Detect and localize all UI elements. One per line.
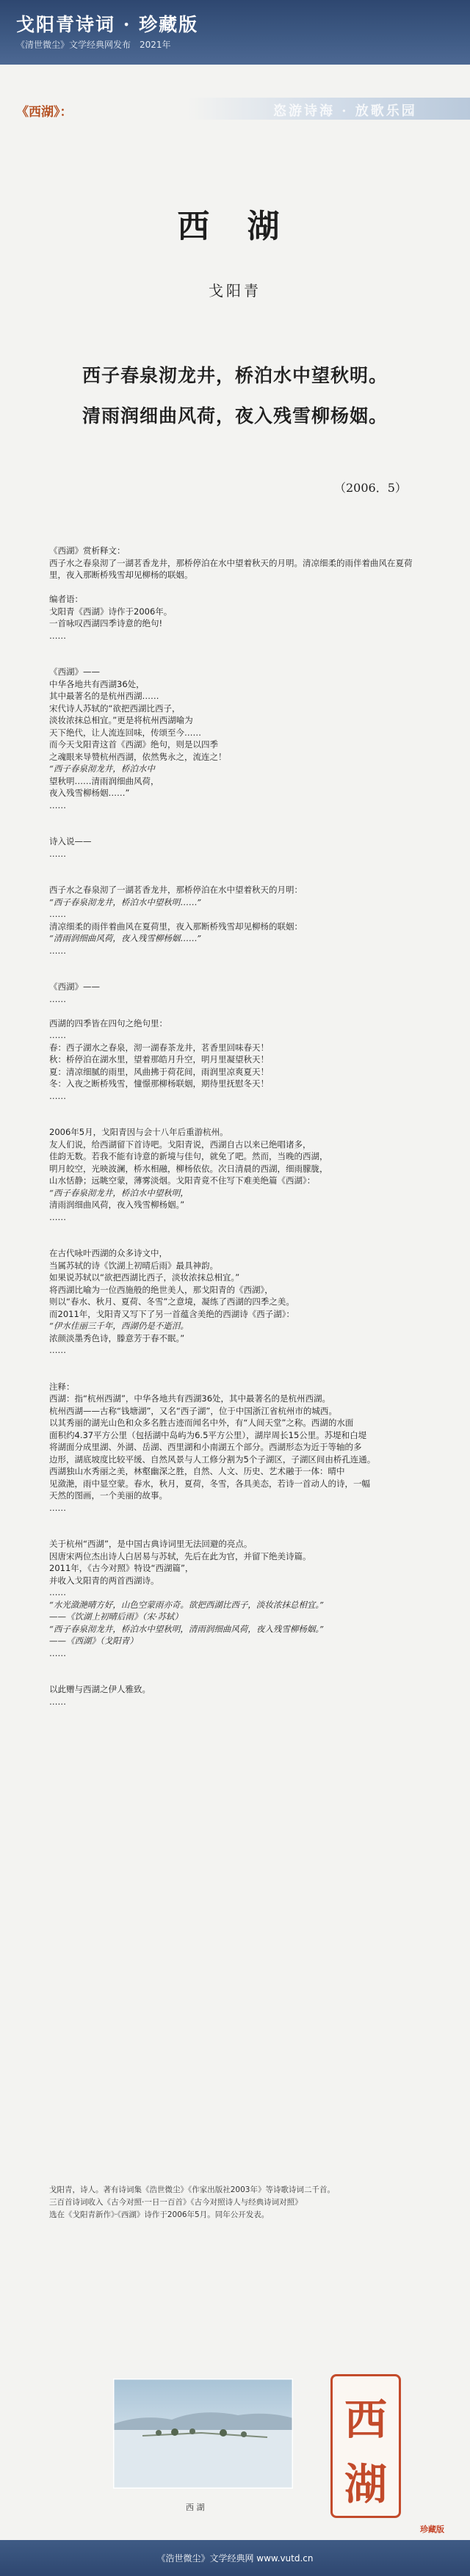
poem-date: （2006．5） <box>334 481 407 495</box>
commentary-paragraph <box>49 1236 416 1248</box>
commentary-paragraph: 天然的图画，一个美丽的故事。 <box>49 1490 167 1501</box>
seal-character: 湖 <box>344 2459 387 2509</box>
commentary-text <box>49 545 416 1708</box>
commentary-paragraph: “西子春泉沏龙井，桥泊水中望秋明……” <box>49 896 202 907</box>
commentary-paragraph: 面积约4.37平方公里（包括湖中岛屿为6.5平方公里），湖岸周长15公里。苏堤和白堤 <box>49 1429 367 1440</box>
commentary-paragraph: 以此赠与西湖之伊人雅致。 <box>49 1684 151 1694</box>
commentary-paragraph: …… <box>49 1502 66 1513</box>
commentary-paragraph: 冬：入夜之断桥残雪，憧憬那柳杨联姻，期待里抚慰冬天！ <box>49 1078 269 1089</box>
breadcrumb[interactable]: 《西湖》： <box>16 105 73 120</box>
commentary-paragraph <box>49 957 416 969</box>
commentary-paragraph: 而2011年，戈阳青又写下了另一首蕴含美绝的西湖诗《西子湖》： <box>49 1308 295 1319</box>
tree-icon <box>171 2428 178 2436</box>
footer-text[interactable]: 《浩世微尘》文学经典网 www.vutd.cn <box>156 2553 314 2564</box>
footnote-line: 选在《戈阳青新作》·《西湖》诗作于2006年5月。同年公开发表。 <box>49 2210 270 2219</box>
commentary-paragraph: 并收入戈阳青的两首西湖诗。 <box>49 1575 159 1586</box>
commentary-paragraph: …… <box>49 1647 66 1658</box>
tree-icon <box>241 2431 247 2437</box>
commentary-paragraph: 之魂眼来导赞杭州西湖，依然隽永之，流连之！ <box>49 751 227 762</box>
footnote-line: 戈阳青，诗人。著有诗词集《浩世微尘》《作家出版社2003年》等诗歌诗词二千首。 <box>49 2185 335 2194</box>
commentary-paragraph: …… <box>49 630 66 641</box>
commentary-paragraph: “西子春泉沏龙井，桥泊水中 <box>49 763 155 774</box>
author-footnote <box>49 2184 420 2221</box>
commentary-paragraph: 则以“春水、秋月、夏荷、冬雪”之意境，凝练了西湖的四季之美。 <box>49 1296 294 1307</box>
commentary-paragraph: …… <box>49 1090 66 1101</box>
commentary-paragraph: 因唐宋两位杰出诗人白居易与苏轼，先后在此为官，并留下绝美诗篇。 <box>49 1550 311 1561</box>
commentary-paragraph: “西子春泉沏龙井，桥泊水中望秋明，清雨润细曲风荷，夜入残雪柳杨姻。” <box>49 1623 325 1634</box>
poem-author: 戈阳青 <box>209 282 261 300</box>
commentary-paragraph: 而今天戈阳青这首《西湖》绝句，则是以四季 <box>49 739 218 750</box>
site-subtitle: 《清世微尘》文学经典网发布 2021年 <box>16 40 171 50</box>
commentary-paragraph: 杭州西湖——古称“钱塘湖”，又名“西子湖”，位于中国浙江省杭州市的城西。 <box>49 1405 337 1416</box>
commentary-paragraph: “清雨润细曲风荷，夜入残雪柳杨姻……” <box>49 933 202 943</box>
collection-stamp: 珍藏版 <box>420 2525 444 2534</box>
commentary-paragraph <box>49 1672 416 1684</box>
commentary-paragraph: 一首咏叹西湖四季诗意的绝句! <box>49 618 163 628</box>
poem-title: 西 湖 <box>177 208 293 245</box>
commentary-paragraph: 诗入说—— <box>49 836 92 846</box>
commentary-paragraph <box>49 1102 416 1114</box>
commentary-paragraph: …… <box>49 945 66 956</box>
photo-caption: 西 湖 <box>186 2503 205 2512</box>
commentary-paragraph: 当属苏轼的诗《饮湖上初晴后雨》最具神韵。 <box>49 1260 218 1271</box>
commentary-paragraph: 其中最著名的是杭州西湖…… <box>49 691 159 701</box>
commentary-paragraph: 将湖面分成里湖、外湖、岳湖、西里湖和小南湖五个部分。西湖形态为近于等轴的多 <box>49 1442 362 1452</box>
commentary-paragraph: 西湖独山水秀丽之美，林壑幽深之胜，自然、人文、历史、艺术融于一体：晴中 <box>49 1466 345 1476</box>
commentary-paragraph <box>49 860 416 872</box>
poem-line: 清雨润细曲风荷，夜入残雪柳杨姻。 <box>82 405 388 427</box>
far-hills-icon <box>113 2412 293 2430</box>
commentary-paragraph: 将西湖比喻为一位西施般的绝世美人，那戈阳青的《西湖》， <box>49 1284 273 1295</box>
commentary-paragraph <box>49 824 416 836</box>
commentary-paragraph: 明月皎空，光映波澜，桥水相融，柳杨依依。次日清晨的西湖，细雨朦胧， <box>49 1163 328 1174</box>
site-footer <box>0 2540 470 2576</box>
commentary-paragraph <box>49 1114 416 1127</box>
commentary-paragraph: 2006年5月，戈阳青因与会十八年后重游杭州。 <box>49 1127 228 1137</box>
commentary-paragraph: 《西湖》—— <box>49 982 100 992</box>
commentary-paragraph: 《西湖》—— <box>49 667 100 677</box>
commentary-paragraph: 山水恬静；远眺空蒙，薄雾淡烟。戈阳青竟不住写下难美绝篇《西湖》： <box>49 1175 316 1186</box>
commentary-paragraph: 清凉细柔的雨伴着曲风在夏荷里，夜入那断桥残雪却见柳杨的联姻： <box>49 921 303 932</box>
tree-icon <box>189 2428 195 2434</box>
commentary-paragraph: 夏：清凉细腻的雨里，风曲拂于荷花间，雨润里凉爽夏天！ <box>49 1066 269 1077</box>
motto-banner: 恣游诗海 · 放歌乐园 <box>273 104 417 119</box>
west-lake-scene-icon <box>113 2379 293 2489</box>
commentary-paragraph: “西子春泉沏龙井，桥泊水中望秋明， <box>49 1187 189 1198</box>
commentary-paragraph: 友人们说，给西湖留下首诗吧。戈阳青说，西湖自古以来已绝唱诸多， <box>49 1139 311 1150</box>
commentary-paragraph <box>49 1005 416 1017</box>
tree-icon <box>156 2430 162 2436</box>
commentary-paragraph <box>49 654 416 667</box>
commentary-paragraph: 中华各地共有西湖36处， <box>49 678 145 689</box>
seal-character: 西 <box>344 2395 387 2445</box>
commentary-paragraph: 西湖的四季皆在四句之绝句里： <box>49 1017 167 1028</box>
commentary-paragraph: …… <box>49 1587 66 1597</box>
commentary-paragraph: 浓颜淡墨秀色诗，滕意芳于春不眠。” <box>49 1332 185 1343</box>
commentary-paragraph: 夜入残雪柳杨姻……” <box>49 788 130 798</box>
commentary-paragraph: …… <box>49 1211 66 1222</box>
commentary-paragraph: 宋代诗人苏轼的“欲把西湖比西子， <box>49 703 181 714</box>
commentary-paragraph <box>49 872 416 885</box>
site-header <box>0 0 470 65</box>
commentary-paragraph: 关于杭州“西湖”，是中国古典诗词里无法回避的亮点。 <box>49 1539 253 1549</box>
commentary-paragraph <box>49 1223 416 1236</box>
commentary-paragraph: 西子水之春泉沏了一湖茗香龙井，那桥停泊在水中望着秋天的月明： <box>49 885 303 895</box>
commentary-paragraph: 西湖：指“杭州西湖”，中华各地共有西湖36处，其中最著名的是杭州西湖。 <box>49 1393 331 1404</box>
commentary-paragraph: 编者语： <box>49 594 83 604</box>
commentary-paragraph: ——《西湖》（戈阳青） <box>49 1636 138 1646</box>
commentary-paragraph: 在古代咏叶西湖的众多诗文中， <box>49 1248 167 1258</box>
commentary-paragraph: 如果说苏轼以“欲把西湖比西子，淡妆浓抹总相宜。” <box>49 1272 240 1282</box>
commentary-paragraph: 《西湖》赏析释文： <box>49 545 126 556</box>
commentary-paragraph: 秋：桥停泊在湖水里，望着那皓月升空，明月里凝望秋天！ <box>49 1054 269 1064</box>
commentary-paragraph: …… <box>49 1696 66 1707</box>
commentary-paragraph: “伊水佳丽三千年，西湖仍是不逝泪。 <box>49 1321 189 1331</box>
commentary-paragraph: 边形，湖底坡度比较平缓、自然风景与人工修分割为5个子湖区，子湖区间由桥孔连通。 <box>49 1454 376 1465</box>
commentary-paragraph: 西子水之春泉沏了一湖茗香龙井，那桥停泊在水中望着秋天的月明。清凉细柔的雨伴着曲风在夏荷里，夜入那断桥残雪却见柳杨的联姻。 <box>49 557 413 580</box>
commentary-paragraph: 见潋滟，雨中显空蒙。春水，秋月，夏荷，冬雪，各具美态，若诗一首动人的诗，一幅 <box>49 1478 370 1489</box>
commentary-paragraph <box>49 1357 416 1369</box>
commentary-paragraph <box>49 811 416 824</box>
lake-water-icon <box>113 2430 293 2489</box>
poem-line: 西子春泉沏龙井，桥泊水中望秋明。 <box>82 365 388 386</box>
commentary-paragraph <box>49 1659 416 1672</box>
commentary-paragraph <box>49 1368 416 1381</box>
commentary-paragraph: …… <box>49 799 66 810</box>
footnote-line: 三百首诗词收入《古今对照·一日一百首》《古今对照诗人与经典诗词对照》 <box>49 2198 303 2207</box>
commentary-paragraph: 春：西子湖水之春泉，沏一湖春茶龙井，茗香里回味春天！ <box>49 1042 269 1053</box>
commentary-paragraph <box>49 969 416 982</box>
tree-icon <box>220 2429 227 2437</box>
commentary-paragraph: …… <box>49 848 66 859</box>
commentary-paragraph: 以其秀丽的湖光山色和众多名胜古迹而闻名中外，有“人间天堂”之称。西湖的水面 <box>49 1418 354 1428</box>
site-title: 戈阳青诗词 · 珍藏版 <box>16 14 199 35</box>
commentary-paragraph <box>49 581 416 594</box>
commentary-paragraph: …… <box>49 1345 66 1355</box>
commentary-paragraph: 注释： <box>49 1381 75 1392</box>
commentary-paragraph: …… <box>49 1030 66 1040</box>
commentary-paragraph: 佳韵无数。若我不能有诗意的新境与佳句，就免了吧。然而，当晚的西湖， <box>49 1151 328 1161</box>
commentary-paragraph: …… <box>49 993 66 1004</box>
commentary-paragraph: “水光潋滟晴方好，山色空蒙雨亦奇。欲把西湖比西子，淡妆浓抹总相宜。” <box>49 1599 325 1610</box>
commentary-paragraph: ——《饮湖上初晴后雨》（宋·苏轼） <box>49 1611 183 1622</box>
commentary-paragraph <box>49 642 416 654</box>
commentary-paragraph: 望秋明……清雨润细曲风荷， <box>49 775 159 786</box>
commentary-paragraph: 淡妆浓抹总相宜。”更是将杭州西湖喻为 <box>49 715 193 725</box>
commentary-paragraph: 清雨润细曲风荷，夜入残雪柳杨姻。” <box>49 1200 185 1210</box>
west-lake-seal <box>330 2374 401 2518</box>
commentary-paragraph: 戈阳青《西湖》诗作于2006年。 <box>49 606 173 617</box>
west-lake-photo <box>113 2379 293 2489</box>
commentary-paragraph: 天下绝代，让人流连回味，传颂至今…… <box>49 727 201 738</box>
commentary-paragraph: 2011年，《古今对照》特设“西湖篇”， <box>49 1563 194 1573</box>
commentary-paragraph <box>49 1514 416 1526</box>
commentary-paragraph <box>49 1526 416 1539</box>
commentary-paragraph: …… <box>49 909 66 919</box>
section-bar <box>0 98 470 120</box>
